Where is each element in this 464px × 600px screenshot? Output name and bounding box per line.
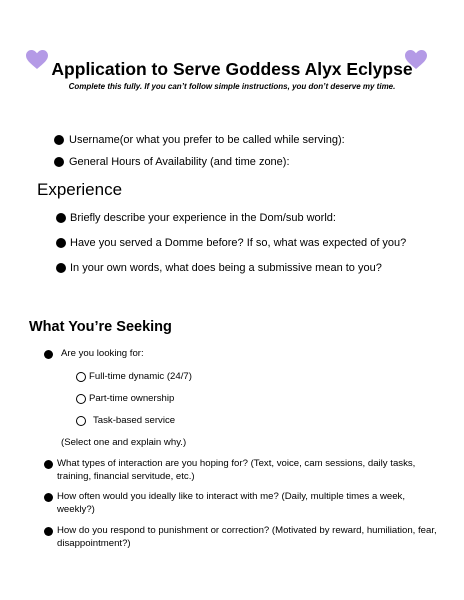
- section-heading-seeking: What You’re Seeking: [29, 319, 172, 335]
- question-experience-describe: Briefly describe your experience in the Dom/sub world:: [70, 212, 336, 224]
- radio-option-full-time[interactable]: [76, 372, 86, 382]
- bullet-icon: [56, 238, 66, 248]
- option-label-part-time: Part-time ownership: [89, 393, 175, 404]
- bullet-icon: [44, 493, 53, 502]
- question-availability: General Hours of Availability (and time zone):: [69, 156, 290, 168]
- bullet-icon: [44, 527, 53, 536]
- bullet-icon: [56, 213, 66, 223]
- question-served-domme: Have you served a Domme before? If so, what was expected of you?: [70, 237, 407, 249]
- question-submissive-meaning: In your own words, what does being a submissive mean to you?: [70, 262, 382, 274]
- radio-option-task-based[interactable]: [76, 416, 86, 426]
- option-label-full-time: Full-time dynamic (24/7): [89, 371, 192, 382]
- bullet-icon: [44, 460, 53, 469]
- bullet-icon: [56, 263, 66, 273]
- question-interaction-types: What types of interaction are you hoping for? (Text, voice, cam sessions, daily tasks, training, financial servitude, etc.): [57, 458, 416, 482]
- page-title: Application to Serve Goddess Alyx Eclypse: [51, 59, 413, 79]
- question-username: Username(or what you prefer to be called while serving):: [69, 134, 345, 146]
- radio-option-part-time[interactable]: [76, 394, 86, 404]
- question-punishment-response: How do you respond to punishment or correction? (Motivated by reward, humiliation, fear, disappointment?): [57, 525, 437, 549]
- section-heading-experience: Experience: [37, 180, 123, 199]
- question-looking-for: Are you looking for:: [61, 348, 144, 359]
- bullet-icon: [44, 350, 53, 359]
- option-label-task-based: Task-based service: [93, 415, 176, 426]
- question-interaction-frequency: How often would you ideally like to interact with me? (Daily, multiple times a week, weekly?): [57, 491, 406, 515]
- page-subtitle: Complete this fully. If you can’t follow simple instructions, you don’t deserve my time.: [68, 82, 396, 91]
- bullet-icon: [54, 135, 64, 145]
- select-note: (Select one and explain why.): [61, 437, 187, 448]
- bullet-icon: [54, 157, 64, 167]
